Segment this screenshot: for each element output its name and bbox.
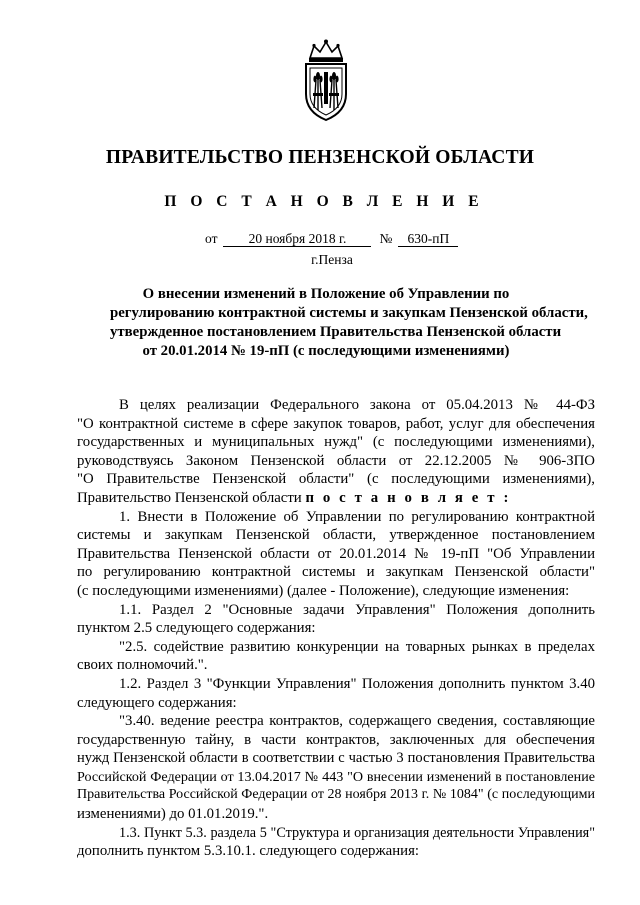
subject-line: утвержденное постановлением Правительства Пензенской области — [110, 324, 562, 340]
document-body — [77, 396, 595, 861]
item-1-line: системы и закупкам Пензенской области, утвержденное постановлением — [77, 527, 595, 544]
subject-line: от 20.01.2014 № 19-пП (с последующими изменениями) — [142, 343, 510, 359]
decree-word: п о с т а н о в л я е т : — [305, 489, 511, 506]
item-1-2-line: следующего содержания: — [77, 694, 237, 711]
coat-of-arms-emblem — [298, 38, 354, 124]
preamble-line: руководствуясь Законом Пензенской области от 22.12.2005 № 906-ЗПО — [77, 452, 595, 469]
preamble-line — [77, 489, 595, 508]
city: г.Пенза — [311, 252, 353, 267]
item-1-line: по регулированию контрактной системы и закупкам Пензенской области" — [77, 564, 595, 581]
document-date: 20 ноября 2018 г. — [223, 231, 371, 247]
item-1-2-line: 1.2. Раздел 3 "Функции Управления" Положения дополнить пунктом 3.40 — [119, 675, 595, 692]
item-3-40-line: Российской Федерации от 13.04.2017 № 443 "О внесении изменений в постановление — [77, 768, 595, 785]
document-subject — [110, 285, 588, 361]
government-title: ПРАВИТЕЛЬСТВО ПЕНЗЕНСКОЙ ОБЛАСТИ — [105, 147, 535, 168]
preamble-line: "О контрактной системе в сфере закупок товаров, работ, услуг для обеспечения — [77, 415, 595, 432]
preamble-line: "О Правительстве Пензенской области" (с последующими изменениями), — [77, 471, 595, 488]
item-1-1-line: 1.1. Раздел 2 "Основные задачи Управления" Положения дополнить — [119, 601, 595, 618]
subject-line: регулированию контрактной системы и закупкам Пензенской области, — [110, 305, 588, 321]
item-1-line: (с последующими изменениями) (далее - Положение), следующие изменения: — [77, 582, 570, 599]
number-sign: № — [379, 231, 393, 246]
date-prefix: от — [205, 231, 218, 246]
item-2-5-line: "2.5. содействие развитию конкуренции на товарных рынках в пределах — [119, 638, 595, 655]
item-1-line: Правительства Пензенской области от 20.01.2014 № 19-пП "Об Управлении — [77, 545, 595, 562]
item-3-40-line: государственную тайну, в части контрактов, заключенных для обеспечения — [77, 731, 595, 748]
item-1-1-line: пунктом 2.5 следующего содержания: — [77, 620, 316, 637]
item-1-line: 1. Внести в Положение об Управлении по регулированию контрактной — [119, 508, 595, 525]
document-type: П О С Т А Н О В Л Е Н И Е — [164, 193, 484, 210]
item-1-3-line: 1.3. Пункт 5.3. раздела 5 "Структура и организация деятельности Управления" — [119, 824, 595, 841]
preamble-line: В целях реализации Федерального закона от 05.04.2013 № 44-ФЗ — [119, 397, 595, 413]
preamble-prefix: Правительство Пензенской области — [77, 489, 302, 506]
item-1-3-line: дополнить пунктом 5.3.10.1. следующего содержания: — [77, 843, 419, 860]
document-number: 630-пП — [398, 231, 458, 247]
subject-line: О внесении изменений в Положение об Управлении по — [142, 286, 510, 302]
item-3-40-line: нужд Пензенской области в соответствии с частью 3 постановления Правительства — [77, 750, 595, 767]
item-2-5-line: своих полномочий.". — [77, 657, 208, 674]
date-number-line — [205, 231, 458, 247]
item-3-40-line: изменениями) до 01.01.2019.". — [77, 806, 269, 823]
preamble-line: государственных и муниципальных нужд" (с последующими изменениями), — [77, 434, 595, 451]
item-3-40-line: "3.40. ведение реестра контрактов, содержащего сведения, составляющие — [119, 713, 595, 730]
item-3-40-line: Правительства Российской Федерации от 28 ноября 2013 г. № 1084" (с последующими — [77, 787, 595, 803]
